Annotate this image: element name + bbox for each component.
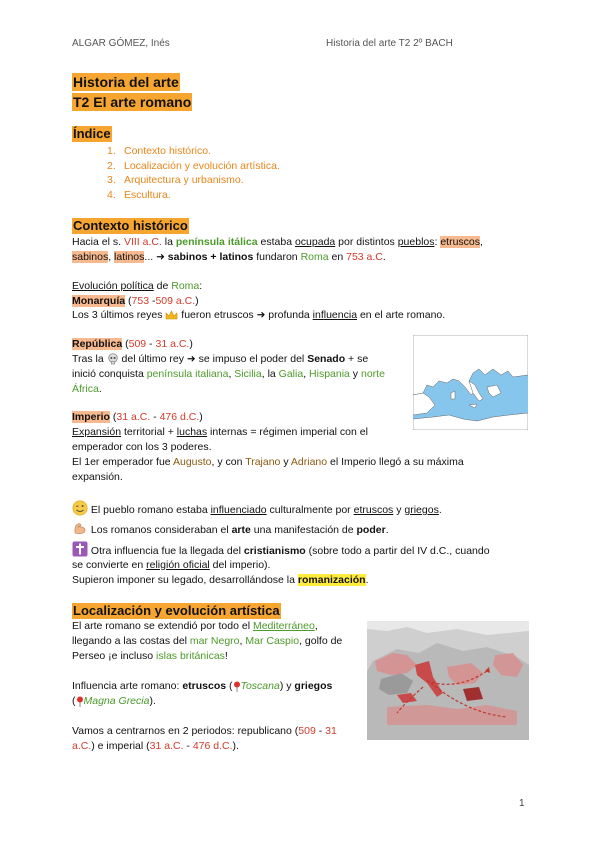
pin-icon (233, 681, 241, 697)
place: norte (360, 368, 385, 380)
text: territorial + (121, 426, 177, 438)
text: - (183, 740, 193, 752)
highlight: etruscos (440, 236, 481, 248)
text: ) (195, 295, 199, 307)
text: por distintos (335, 236, 398, 248)
place: Toscana (240, 680, 280, 692)
text: , (480, 236, 483, 248)
text: se convierte en (72, 559, 147, 571)
index-num: 2. (107, 159, 116, 172)
place: Magna Grecia (83, 695, 150, 707)
localizacion-line-3 (72, 649, 228, 664)
index-heading: Índice (73, 126, 111, 141)
text: llegando a las costas del (72, 635, 190, 647)
text: . (382, 251, 386, 263)
underlined-term: luchas (176, 426, 208, 438)
date: 753 a.C (346, 251, 383, 263)
doc-title: Historia del arte (73, 74, 179, 90)
text: ) y (279, 680, 295, 692)
underlined-term: ocupada (294, 236, 336, 248)
date: 31 a.C. (155, 338, 190, 350)
emperor: Trajano (245, 456, 281, 468)
text: Supieron imponer su legado, desarrollándose la (72, 574, 298, 586)
place: mar Negro (189, 635, 240, 647)
date: 31 a.C. (149, 740, 184, 752)
imperio-line-3 (72, 455, 464, 470)
index-list (107, 144, 280, 202)
text: . (385, 524, 389, 536)
localizacion-line-7 (72, 739, 239, 754)
date: 476 d.C. (159, 411, 200, 423)
localizacion-heading: Localización y evolución artística (73, 603, 280, 618)
text: ( (226, 680, 233, 692)
text: el Imperio llegó a su máxima (327, 456, 464, 468)
text: , y con (211, 456, 246, 468)
text: ) (199, 411, 203, 423)
text: El arte romano se extendió por todo el (72, 620, 253, 632)
bold-term: cristianismo (243, 545, 306, 557)
empire-expansion-map (367, 621, 529, 740)
text: ( (72, 695, 76, 707)
place: Galia (278, 368, 304, 380)
text: - (149, 295, 156, 307)
pin-icon (76, 696, 84, 712)
date: VIII a.C. (123, 236, 162, 248)
text: ... ➜ (144, 251, 168, 263)
place: península italiana (146, 368, 229, 380)
text: la (161, 236, 176, 248)
index-label: Arquitectura y urbanismo. (124, 174, 244, 186)
monarquia-text (72, 308, 445, 326)
text: . (365, 574, 369, 586)
text: Otra influencia fue la llegada del (90, 545, 244, 557)
place: Sicilia (234, 368, 262, 380)
christianity-line-3 (72, 573, 369, 588)
date: 509 (128, 338, 147, 350)
date: 31 (325, 725, 337, 737)
contexto-line-2 (72, 250, 386, 265)
text: , (239, 635, 246, 647)
contexto-heading: Contexto histórico (73, 218, 188, 233)
doc-subtitle: T2 El arte romano (73, 94, 192, 110)
text: y (393, 504, 405, 516)
text: internas = régimen imperial con el (207, 426, 368, 438)
imperio-title (72, 410, 203, 425)
localizacion-line-2 (72, 634, 342, 649)
mediterranean-map (413, 335, 528, 430)
underlined-term: influenciado (210, 504, 267, 516)
contexto-line-1 (72, 235, 483, 250)
index-item[interactable] (107, 159, 280, 174)
imperio-line-2: emperador con los 3 poderes. (72, 441, 212, 453)
text: ( (125, 295, 132, 307)
crown-icon (165, 310, 178, 326)
evolucion-line (72, 279, 202, 294)
place: Mediterráneo (252, 620, 315, 632)
bullet-power (72, 520, 389, 541)
date: 509 (298, 725, 316, 737)
emperor: Adriano (290, 456, 328, 468)
flexed-biceps-icon (72, 520, 88, 541)
underlined-term: etruscos (353, 504, 394, 516)
underlined-term: pueblos (397, 236, 435, 248)
text: El 1er emperador fue (72, 456, 173, 468)
page-number: 1 (519, 798, 525, 809)
bold-term: etruscos (182, 680, 227, 692)
text: Vamos a centrarnos en 2 periodos: republicano ( (72, 725, 299, 737)
text: y (349, 368, 361, 380)
place: Roma (300, 251, 329, 263)
text: , la (261, 368, 279, 380)
text: : (199, 280, 203, 292)
place: Hispania (309, 368, 350, 380)
text: , (303, 368, 310, 380)
localizacion-line-5 (72, 694, 156, 712)
text: , golfo de (299, 635, 343, 647)
place: Mar Caspio (245, 635, 300, 647)
header-course: Historia del arte T2 2º BACH (326, 38, 453, 49)
text: - (315, 725, 326, 737)
date: 31 a.C. (116, 411, 151, 423)
text: , (228, 368, 235, 380)
place: Roma (171, 280, 200, 292)
bold-term: Senado (307, 353, 346, 365)
imperio-line-1 (72, 425, 368, 440)
republica-line-3 (72, 382, 102, 397)
text: Tras la (72, 353, 107, 365)
bold-term: arte (231, 524, 251, 536)
date: a.C. (72, 740, 92, 752)
place: islas británicas (156, 650, 225, 662)
wink-face-icon (72, 500, 88, 521)
text: ). (149, 695, 156, 707)
text: ) (189, 338, 193, 350)
text: ). (232, 740, 239, 752)
text: , (314, 620, 318, 632)
underlined-term: griegos (404, 504, 439, 516)
text: El pueblo romano estaba (90, 504, 211, 516)
period-name: República (72, 338, 123, 350)
text: Influencia arte romano: (72, 680, 183, 692)
text: del último rey ➜ se impuso el poder del (118, 353, 308, 365)
text: ( (122, 338, 129, 350)
index-num: 1. (107, 145, 116, 157)
text: , (108, 251, 115, 263)
text: ! (224, 650, 228, 662)
date: 509 a.C. (155, 295, 196, 307)
underlined-term: Expansión (72, 426, 122, 438)
text: fundaron (253, 251, 301, 263)
text: - (146, 338, 156, 350)
emperor: Augusto (172, 456, 212, 468)
index-num: 3. (107, 174, 116, 186)
period-name: Imperio (72, 411, 110, 423)
text: culturalmente por (266, 504, 354, 516)
republica-title (72, 337, 193, 352)
highlight: romanización (297, 574, 366, 586)
text: - (150, 411, 160, 423)
text: (sobre todo a partir del IV d.C., cuando (305, 545, 490, 557)
text: : (434, 236, 441, 248)
index-label: Localización y evolución artística. (124, 159, 280, 172)
christianity-line-2 (72, 558, 270, 573)
text: . (98, 383, 102, 395)
date: 753 (131, 295, 150, 307)
text: y (280, 456, 291, 468)
index-label: Contexto histórico. (124, 145, 211, 157)
text: estaba (257, 236, 295, 248)
text: inició conquista (72, 368, 147, 380)
index-item[interactable] (107, 144, 280, 159)
text: ) e imperial ( (91, 740, 150, 752)
text: en el arte romano. (357, 309, 446, 321)
text: + se (345, 353, 369, 365)
bold-term: poder (356, 524, 386, 536)
index-item[interactable] (107, 173, 280, 188)
underlined-term: Evolución política (72, 280, 154, 292)
localizacion-line-6 (72, 724, 337, 739)
text: Los romanos consideraban el (90, 524, 232, 536)
underlined-term: influencia (312, 309, 358, 321)
text: de (153, 280, 172, 292)
place: península itálica (175, 236, 258, 248)
text: del imperio). (209, 559, 271, 571)
text: en (328, 251, 347, 263)
index-label: Escultura. (124, 188, 171, 201)
text: Los 3 últimos reyes (72, 309, 166, 321)
place: África (72, 383, 99, 395)
text: Hacia el s. (72, 236, 124, 248)
imperio-line-4: expansión. (72, 471, 123, 483)
localizacion-line-1 (72, 619, 318, 634)
bold-term: griegos (294, 680, 333, 692)
text: . (438, 504, 442, 516)
text: Perseo ¡e incluso (72, 650, 157, 662)
index-item[interactable] (107, 188, 280, 203)
text: fueron etruscos ➜ profunda (178, 309, 313, 321)
text: ( (109, 411, 117, 423)
highlight: sabinos (72, 251, 109, 263)
text: una manifestación de (250, 524, 357, 536)
underlined-term: religión oficial (146, 559, 210, 571)
date: 476 d.C. (192, 740, 233, 752)
republica-line-2 (72, 367, 385, 382)
highlight: latinos (114, 251, 145, 263)
bullet-influence (72, 500, 442, 521)
header-author: ALGAR GÓMEZ, Inés (72, 38, 170, 49)
period-name: Monarquía (72, 295, 126, 307)
monarquia-title (72, 294, 199, 309)
index-num: 4. (107, 188, 116, 201)
bold-term: sabinos + latinos (167, 251, 254, 263)
